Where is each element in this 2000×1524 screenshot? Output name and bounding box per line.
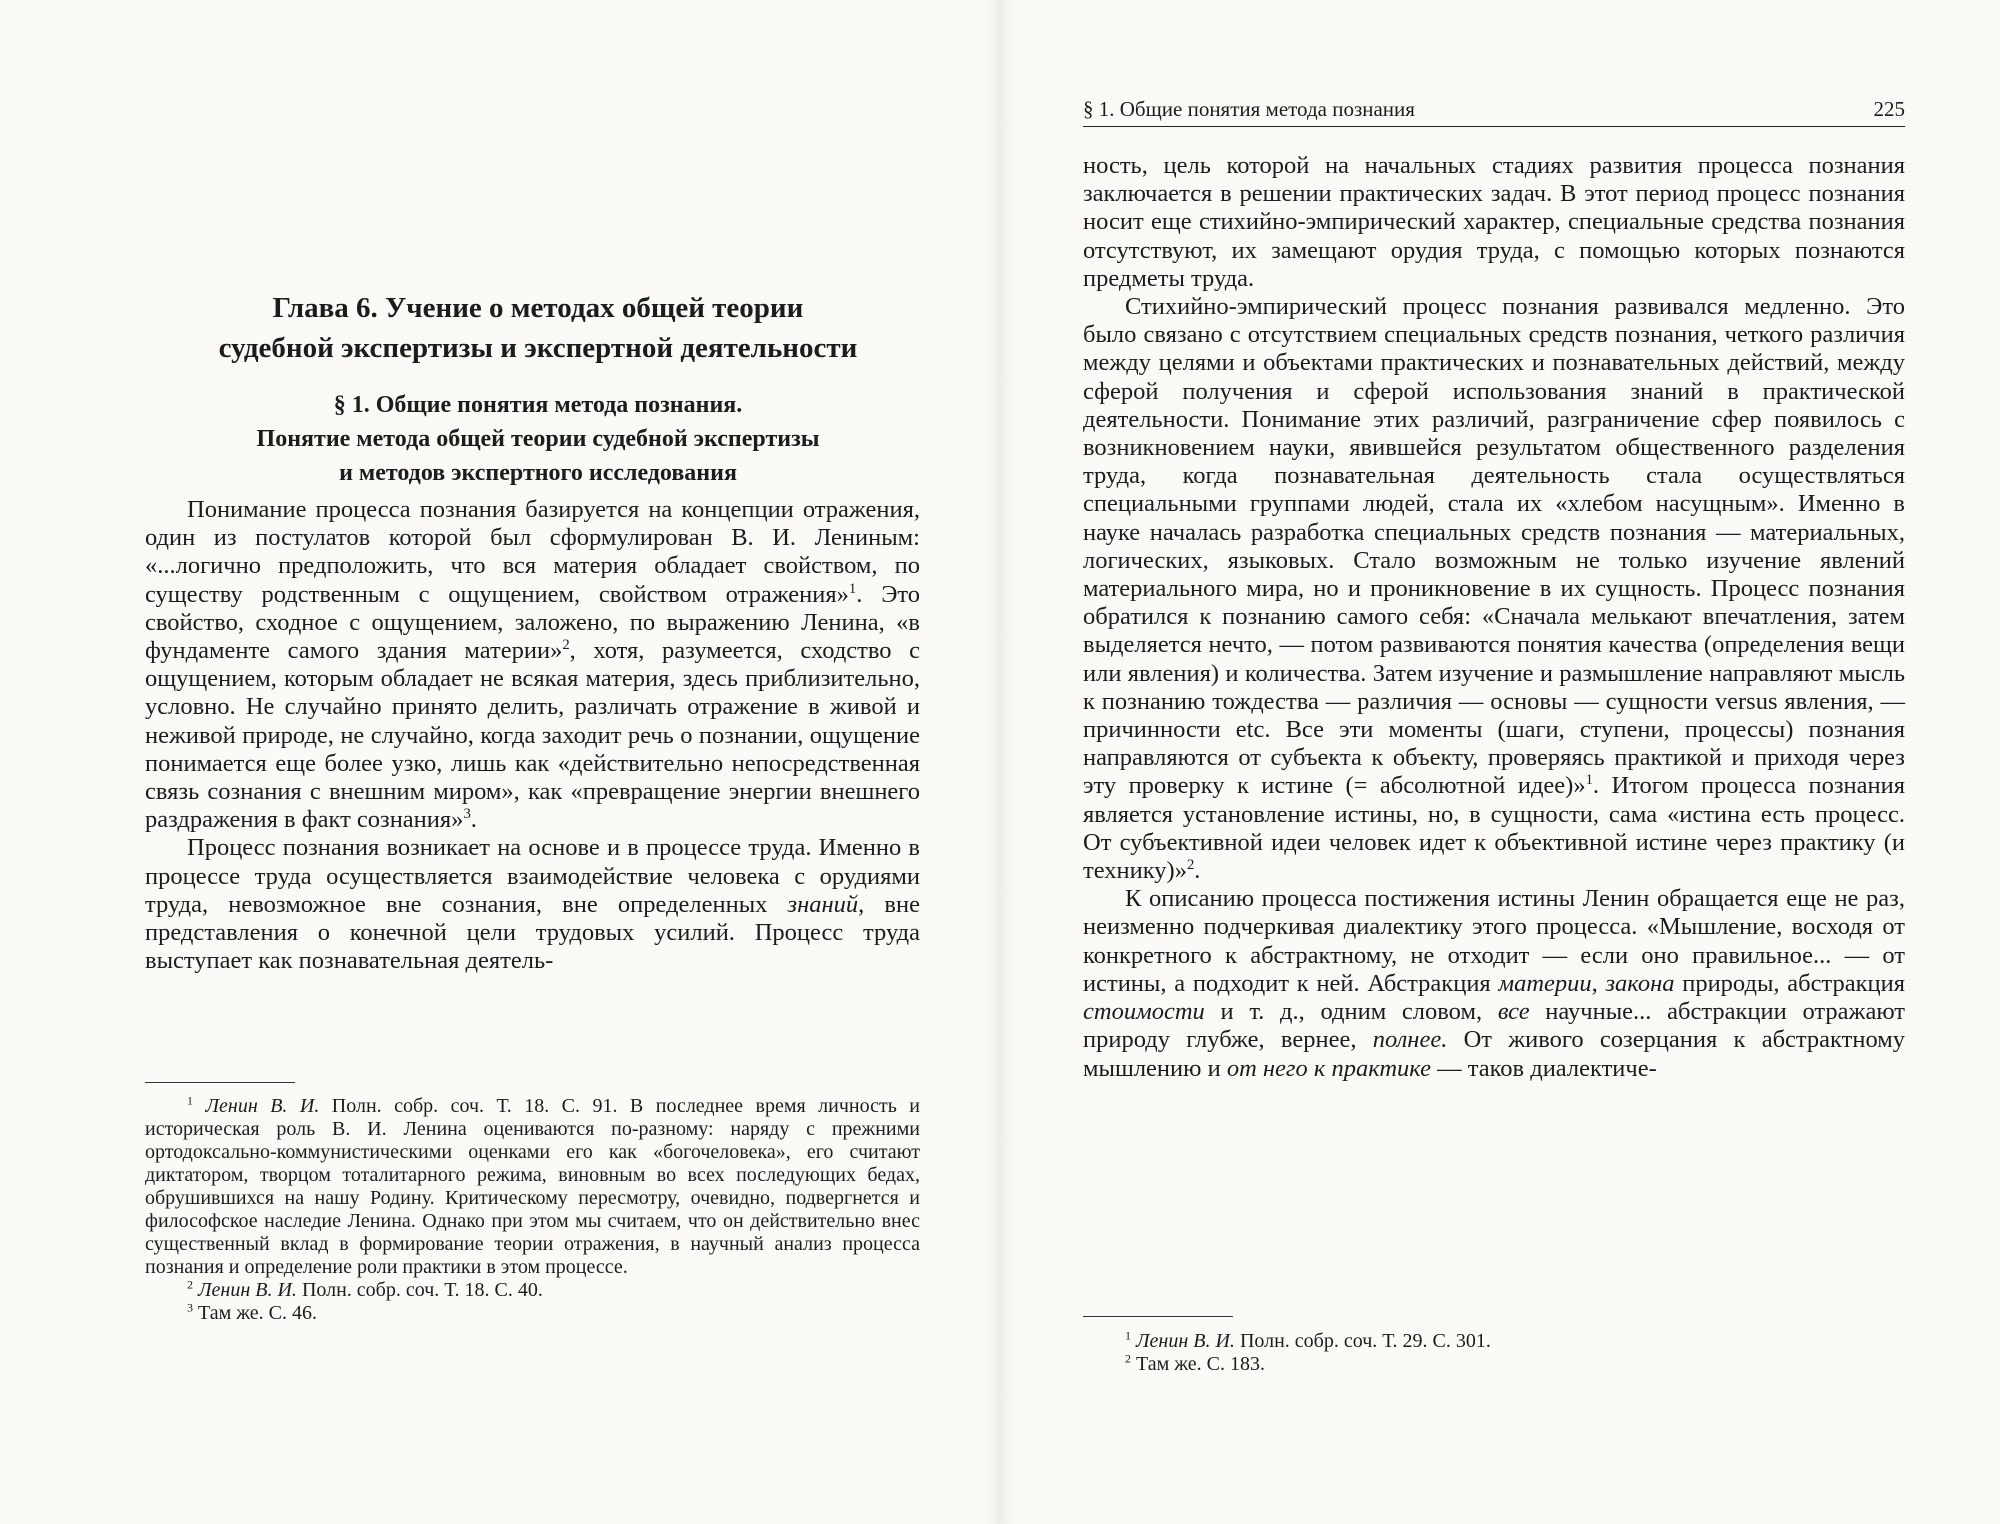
footnote-number: 2	[187, 1277, 193, 1292]
footnote-text: Полн. собр. соч. Т. 18. С. 40.	[296, 1279, 543, 1301]
footnote-ref: 1	[1585, 772, 1593, 789]
footnote-text: Там же. С. 183.	[1131, 1353, 1266, 1375]
footnote-number: 2	[1125, 1351, 1131, 1366]
section-title	[148, 388, 928, 490]
text-run: природы, абстракция	[1674, 969, 1905, 997]
section-title-line1: § 1. Общие понятия метода познания.	[333, 392, 743, 418]
footnote-author: Ленин В. И.	[198, 1279, 297, 1301]
emphasis: стоимости	[1083, 998, 1205, 1026]
footnote-ref: 1	[848, 580, 857, 597]
footnote-number: 1	[187, 1093, 193, 1108]
footnote-author: Ленин В. И.	[205, 1095, 320, 1117]
section-title-line2: Понятие метода общей теории судебной экспертизы	[256, 426, 820, 452]
text-run: .	[470, 806, 477, 834]
chapter-title-line2: судебной экспертизы и экспертной деятельности	[218, 332, 858, 364]
text-run: К описанию процесса постижения истины Ленин обращается еще не раз, неизменно подчеркивая диалектику этого процесса. «Мышление, восходя от конкретного к абстрактному, не отходит — если оно правильное... — от истины, а подходит к ней. Абстракция	[1083, 885, 1905, 997]
footnote-1	[145, 1095, 920, 1279]
emphasis: полнее.	[1372, 1026, 1448, 1054]
text-run: . Это свойство, сходное с ощущением, заложено, по выражению Ленина, «в фундаменте самого здания материи»	[145, 580, 920, 665]
text-run: Понимание процесса познания базируется на концепции отражения, один из постулатов которой был сформулирован В. И. Лениным: «...логично предположить, что вся материя обладает свойством, по существу родственным с ощущением, свойством отражения»	[145, 496, 920, 608]
footnote-text: Полн. собр. соч. Т. 18. С. 91. В последнее время личность и историческая роль В. И. Ленина оцениваются по-разному: наряду с прежними ортодоксально-коммунистическими оценками его как «богочеловека», его считают диктатором, творцом тоталитарного режима, виновным во всех последующих бедах, обрушившихся на нашу Родину. Критическому пересмотру, очевидно, подвергнется и философское наследие Ленина. Однако при этом мы считаем, что он действительно внес существенный вклад в формирование теории отражения, в научный анализ процесса познания и определение роли практики в этом процессе.	[145, 1095, 920, 1278]
footnote-1	[1083, 1330, 1905, 1353]
left-footnotes	[145, 1095, 920, 1325]
footnote-divider	[1083, 1316, 1233, 1317]
right-body-text	[1083, 152, 1905, 1083]
paragraph-continued: ность, цель которой на начальных стадиях развития процесса познания заключается в решении практических задач. В этот период процесс познания носит еще стихийно-эмпирический характер, специальные средства познания отсутствуют, их замещают орудия труда, с помощью которых познаются предметы труда.	[1083, 152, 1905, 292]
footnote-3	[145, 1302, 920, 1325]
footnote-ref: 3	[463, 806, 471, 823]
chapter-title	[148, 288, 928, 368]
running-head-title: § 1. Общие понятия метода познания	[1083, 97, 1415, 121]
emphasis: все	[1497, 998, 1530, 1026]
chapter-title-line1: Глава 6. Учение о методах общей теории	[272, 292, 804, 324]
page-number: 225	[1873, 97, 1905, 121]
right-footnotes	[1083, 1330, 1905, 1376]
footnote-text: Там же. С. 46.	[193, 1302, 318, 1324]
footnote-2	[1083, 1353, 1905, 1376]
left-body-text	[145, 496, 920, 975]
footnote-text: Полн. собр. соч. Т. 29. С. 301.	[1234, 1330, 1491, 1352]
text-run: . Итогом процесса познания является установление истины, но, в сущности, сама «истина есть процесс. От субъективной идеи человек идет к объективной истине через практику (и технику)»	[1083, 772, 1906, 885]
footnote-ref: 2	[562, 636, 570, 653]
emphasis: материи, закона	[1498, 969, 1675, 997]
text-run: Процесс познания возникает на основе и в процессе труда. Именно в процессе труда осуществляется взаимодействие человека с орудиями труда, невозможное вне сознания, вне определенных	[145, 834, 920, 918]
emphasis: знаний	[787, 890, 859, 918]
text-run: — таков диалектиче-	[1431, 1054, 1657, 1082]
footnote-divider	[145, 1082, 295, 1083]
paragraph	[1083, 293, 1905, 885]
footnote-2	[145, 1279, 920, 1302]
running-head	[1083, 96, 1905, 127]
text-run: научные... абстракции отражают природу глубже, вернее,	[1083, 998, 1906, 1054]
paragraph	[145, 834, 920, 975]
text-run: Стихийно-эмпирический процесс познания развивался медленно. Это было связано с отсутствием специальных средств познания, четкого различия между целями и объектами практических и познавательных действий, между сферой получения и сферой использования знаний в практической деятельности. Понимание этих различий, разграничение сфер появилось с возникновением науки, явившейся результатом общественного разделения труда, когда познавательная деятельность стала осуществляться специальными группами людей, стала их «хлебом насущным». Именно в науке началась разработка специальных средств познания — материальных, логических, языковых. Стало возможным не только изучение явлений материального мира, но и проникновение в их сущность. Процесс познания обратился к познанию самого себя: «Сначала мелькают впечатления, затем выделяется нечто, — потом развиваются понятия качества (определения вещи или явления) и количества. Затем изучение и размышление направляют мысль к познанию тождества — различия — основы — сущности versus явления, — причинности etc. Все эти моменты (шаги, ступени, процессы) познания направляются от субъекта к объекту, проверяясь практикой и приходя через эту проверку к истине (= абсолютной идее)»	[1083, 293, 1905, 800]
footnote-number: 3	[187, 1300, 193, 1315]
footnote-author: Ленин В. И.	[1136, 1330, 1235, 1352]
text-run: , хотя, разумеется, сходство с ощущением, которым обладает не всякая материя, здесь приблизительно, условно. Не случайно принято делить, различать отражение в живой и неживой природе, не случайно, когда заходит речь о познании, ощущение понимается еще более узко, лишь как «действительно непосредственная связь сознания с внешним миром», как «превращение энергии внешнего раздражения в факт сознания»	[145, 637, 920, 834]
section-title-line3: и методов экспертного исследования	[339, 460, 737, 486]
text-run: .	[1194, 857, 1201, 885]
text-run: , вне представления о конечной цели трудовых усилий. Процесс труда выступает как познавательная деятель-	[145, 890, 920, 975]
emphasis: от него к практике	[1226, 1054, 1431, 1082]
text-run: От живого созерцания к абстрактному мышлению и	[1083, 1026, 1905, 1082]
footnote-number: 1	[1125, 1328, 1131, 1343]
paragraph	[145, 496, 920, 834]
footnote-ref: 2	[1186, 856, 1195, 873]
text-run: и т. д., одним словом,	[1204, 998, 1498, 1026]
paragraph	[1083, 885, 1905, 1082]
